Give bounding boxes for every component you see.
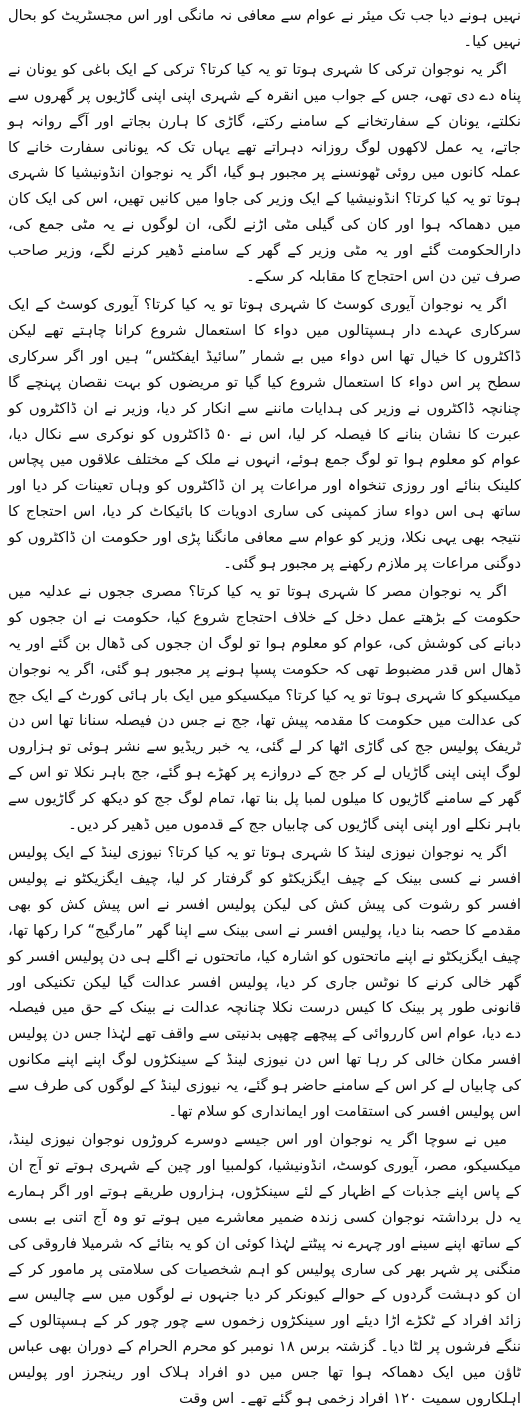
article-paragraph-4: اگر یہ نوجوان مصر کا شہری ہوتا تو یہ کیا کرتا؟ مصری ججوں نے عدلیہ میں حکومت کے بڑھتے عمل دخل کے خلاف احتجاج شروع کیا، حکومت نے ان ججوں کو دبانے کی کوشش کی، عوام کو معلوم ہوا تو لوگ ان ججوں کی ڈھال بن گئے اور یہ ڈھال اس قدر مضبوط تھی کہ حکومت پسپا ہونے پر مجبور ہو گئی، اگر یہ نوجوان میکسیکو کا شہری ہوتا تو یہ کیا کرتا؟ میکسیکو میں ایک بار ہائی کورٹ کے ایک جج کی عدالت میں حکومت کا مقدمہ پیش تھا، جج نے جس دن فیصلہ سنانا تھا اس دن ٹریفک پولیس جج کی گاڑی اٹھا کر لے گئی، یہ خبر ریڈیو سے نشر ہوئی تو ہزاروں لوگ اپنی اپنی گاڑیاں لے کر جج کے دروازے پر کھڑے ہو گئے، جج باہر نکلا تو اس کے گھر کے سامنے گاڑیوں کا میلوں لمبا پل بنا تھا، تمام لوگ جج کو دیکھ کر گاڑیوں سے باہر نکلے اور اپنی اپنی گاڑیوں کی چابیاں جج کے قدموں میں ڈھیر کر دیں۔ (8, 582, 521, 834)
article-paragraph-5: اگر یہ نوجوان نیوزی لینڈ کا شہری ہوتا تو یہ کیا کرتا؟ نیوزی لینڈ کے ایک پولیس افسر نے کسی بینک کے چیف ایگزیکٹو کو گرفتار کر لیا، چیف ایگزیکٹو نے پولیس افسر کو رشوت کی پیش کش کی لیکن پولیس افسر نے اس پیش کش کو بھی مقدمے کا حصہ بنا دیا، پولیس افسر نے اسی بینک سے اپنا گھر ”مارگیج“ کرا رکھا تھا، چیف ایگزیکٹو نے اپنے ماتحتوں کو اشارہ کیا، ماتحتوں نے اگلے ہی دن پولیس افسر کو گھر خالی کرنے کا نوٹس جاری کر دیا، پولیس افسر عدالت گیا لیکن تکنیکی اور قانونی طور پر بینک کا کیس درست نکلا چنانچہ عدالت نے بینک کے حق میں فیصلہ دے دیا، عوام اس کارروائی کے پیچھے چھپی بدنیتی سے واقف تھے لہٰذا جس دن پولیس افسر مکان خالی کر رہا تھا اس دن نیوزی لینڈ کے سینکڑوں لوگ اپنے اپنے مکانوں کی چابیاں لے کر اس کے سامنے حاضر ہو گئے، یہ نیوزی لینڈ کے لوگوں کی طرف سے اس پولیس افسر کی استقامت اور ایمانداری کو سلام تھا۔ (8, 844, 521, 1121)
article-paragraph-6: میں نے سوچا اگر یہ نوجوان اور اس جیسے دوسرے کروڑوں نوجوان نیوزی لینڈ، میکسیکو، مصر، آیوری کوسٹ، انڈونیشیا، کولمبیا اور چین کے شہری ہوتے تو آج ان کے پاس اپنے جذبات کے اظہار کے لئے سینکڑوں، ہزاروں طریقے ہوتے اور اگر ہمارے یہ دل برداشتہ نوجوان کسی زندہ ضمیر معاشرے میں ہوتے تو وہ آج اتنی بے بسی کے ساتھ اپنے سینے اور چہرے نہ پیٹتے لہٰذا کوئی ان کو یہ بتائے کہ شرمیلا فاروقی کی منگنی پر شہر بھر کی ساری پولیس کو اہم شخصیات کی سلامتی پر مامور کر کے ان کو دہشت گردوں کے حوالے کیونکر کر دیا جنہوں نے لوگوں میں سے چالیس سے زائد افراد کے ٹکڑے اڑا دیئے اور سینکڑوں زخموں سے چور چور کر کے ہسپتالوں کے ننگے فرشوں پر لٹا دیا۔ گزشتہ برس ۱۸ نومبر کو محرم الحرام کے دوران بھی عباس ٹاؤن میں ایک دھماکہ ہوا تھا جس میں دو افراد ہلاک اور رینجرز اور پولیس اہلکاروں سمیت ۱۲۰ افراد زخمی ہو گئے تھے۔ اس وقت (8, 1130, 521, 1408)
article-paragraph-2: اگر یہ نوجوان ترکی کا شہری ہوتا تو یہ کیا کرتا؟ ترکی کے ایک باغی کو یونان نے پناہ دے دی تھی، جس کے جواب میں انقرہ کے شہری اپنی اپنی گاڑیوں پر گھروں سے نکلتے، یونان کے سفارتخانے کے سامنے رکتے، گاڑی کا ہارن بجاتے اور آگے روانہ ہو جاتے، یہ عمل لاکھوں لوگ روزانہ دہراتے تھے یہاں تک کہ یونانی سفارت خانے کا عملہ کانوں میں روئی ٹھونسنے پر مجبور ہو گیا، اگر یہ نوجوان انڈونیشیا کا شہری ہوتا تو یہ کیا کرتا؟ انڈونیشیا کے ایک وزیر کی جاوا میں کانیں تھیں، اس کی ایک کان میں دھماکہ ہوا اور کان کی گیلی مٹی اڑنے لگی، ان لوگوں نے یہ مٹی جمع کی، دارالحکومت گئے اور یہ مٹی وزیر کے گھر کے سامنے ڈھیر کرنے لگے، وزیر صاحب صرف تین دن اس احتجاج کا مقابلہ کر سکے۔ (8, 60, 521, 286)
article-paragraph-3: اگر یہ نوجوان آیوری کوسٹ کا شہری ہوتا تو یہ کیا کرتا؟ آیوری کوسٹ کے ایک سرکاری عہدے دار ہسپتالوں میں دواء کا استعمال شروع کرانا چاہتے تھے لیکن ڈاکٹروں کا خیال تھا اس دواء میں بے شمار ”سائیڈ ایفکٹس“ ہیں اور اگر سرکاری سطح پر اس دواء کا استعمال شروع کیا گیا تو مریضوں کو بہت نقصان پہنچے گا چنانچہ ڈاکٹروں نے وزیر کی ہدایات ماننے سے انکار کر دیا، وزیر نے ان ڈاکٹروں کو عبرت کا نشان بنانے کا فیصلہ کر لیا، اس نے ۵۰ ڈاکٹروں کو نوکری سے نکال دیا، عوام کو معلوم ہوا تو لوگ جمع ہوئے، انہوں نے ملک کے مختلف علاقوں میں پچاس کلینک بنائے اور روزی تنخواہ اور مراعات پر ان ڈاکٹروں کو وہاں تعینات کر دیا اور ساتھ ہی اس دواء ساز کمپنی کی ساری ادویات کا بائیکاٹ کر دیا، اس احتجاج کا نتیجہ بھی یہی نکلا، وزیر کو عوام سے معافی مانگنا پڑی اور حکومت ان ڈاکٹروں کو دوگنی مراعات پر ملازم رکھنے پر مجبور ہو گئی۔ (8, 295, 521, 573)
article-paragraph-1: نہیں ہونے دیا جب تک میئر نے عوام سے معافی نہ مانگی اور اس مجسٹریٹ کو بحال نہیں کیا۔ (8, 7, 521, 50)
